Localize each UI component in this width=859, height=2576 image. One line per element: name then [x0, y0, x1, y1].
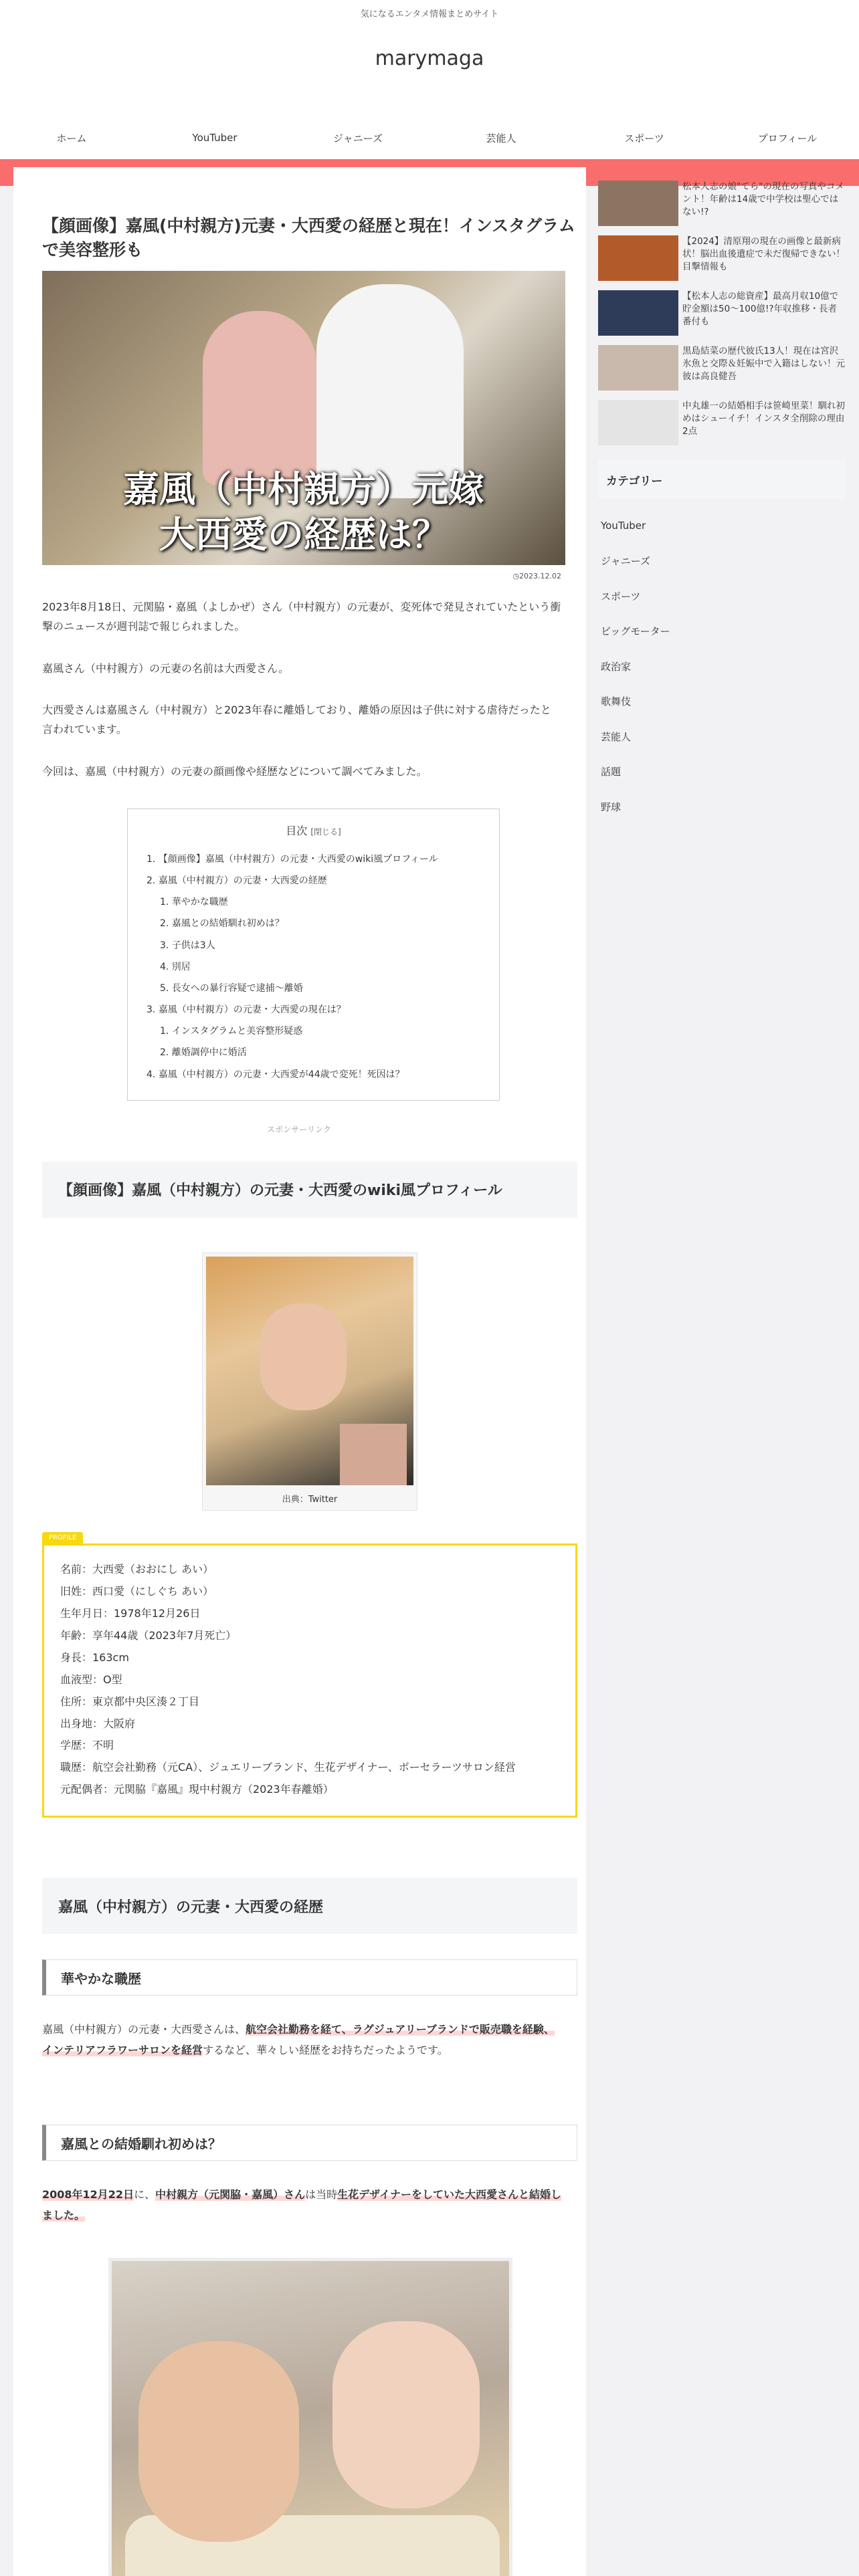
toc-item[interactable]: 4. 嘉風（中村親方）の元妻・大西愛が44歳で変死！死因は？: [147, 1069, 405, 1080]
marriage-text-2: は当時: [305, 2188, 338, 2202]
profile-line: 身長：163cm: [60, 1650, 129, 1664]
popular-post-title[interactable]: 松本人志の娘"てら"の現在の写真やコメント！年齢は14歳で中学校は聖心ではない!?: [682, 181, 844, 218]
profile-line: 住所：東京都中央区湊２丁目: [60, 1695, 200, 1708]
article-main: [13, 167, 586, 2576]
intro-paragraph: 今回は、嘉風（中村親方）の元妻の顔画像や経歴などについて調べてみました。: [42, 764, 427, 778]
category-link[interactable]: ビッグモーター: [601, 625, 670, 638]
marriage-text-1: に、: [134, 2188, 156, 2202]
category-link[interactable]: スポーツ: [601, 590, 641, 603]
popular-post-title[interactable]: 中丸雄一の結婚相手は笹崎里菜！馴れ初めはシューイチ！インスタ全削除の理由2点: [682, 401, 845, 437]
popular-post-item[interactable]: [598, 290, 846, 336]
article-title: 【顔画像】嘉風(中村親方)元妻・大西愛の経歴と現在！インスタグラムで美容整形も: [42, 216, 575, 259]
category-list: [598, 508, 846, 825]
post-date: [29, 572, 561, 580]
site-logo[interactable]: marymaga: [375, 47, 484, 70]
heading-profile: 【顔画像】嘉風（中村親方）の元妻・大西愛のwiki風プロフィール: [42, 1162, 577, 1218]
toc-item[interactable]: 4. 別居: [160, 961, 191, 972]
photo-caption: 出典：Twitter: [282, 1494, 338, 1505]
eyecatch-caption-line1: 嘉風（中村親方）元嫁: [123, 468, 484, 510]
profile-line: 血液型：O型: [60, 1673, 122, 1686]
main-nav: [0, 116, 859, 159]
category-link[interactable]: 野球: [601, 800, 622, 813]
nav-youtuber[interactable]: YouTuber: [192, 132, 237, 144]
marriage-text: [42, 2185, 561, 2226]
nav-celebrity[interactable]: 芸能人: [486, 132, 516, 144]
profile-photo-figure: [202, 1253, 417, 1511]
category-link[interactable]: 歌舞伎: [601, 695, 632, 708]
category-heading: カテゴリー: [598, 460, 846, 499]
popular-post-thumbnail[interactable]: [598, 290, 678, 336]
toc-item[interactable]: 1. インスタグラムと美容整形疑惑: [160, 1026, 303, 1037]
popular-post-thumbnail[interactable]: [598, 400, 678, 445]
intro-paragraph: 嘉風さん（中村親方）の元妻の名前は大西愛さん。: [42, 661, 289, 675]
popular-post-title[interactable]: 【松本人志の総資産】最高月収10億で貯金額は50〜100億!?年収推移・長者番付も: [682, 291, 839, 328]
eyecatch-caption-line2: 大西愛の経歴は？: [159, 513, 448, 556]
site-header: [0, 0, 859, 186]
heading-job-history: 華やかな職歴: [42, 1959, 577, 1996]
toc-list: [147, 849, 480, 1085]
toc-item[interactable]: 2. 嘉風（中村親方）の元妻・大西愛の経歴: [147, 875, 327, 886]
site-tagline: 気になるエンタメ情報まとめサイト: [360, 9, 499, 19]
category-link[interactable]: YouTuber: [601, 520, 646, 532]
nav-johnnys[interactable]: ジャニーズ: [333, 132, 383, 144]
profile-line: 生年月日：1978年12月26日: [60, 1606, 201, 1620]
popular-post-title[interactable]: 【2024】清原翔の現在の画像と最新病状！脳出血後遺症で未だ復帰できない！目撃情報も: [682, 236, 845, 273]
toc-title-text: 目次: [286, 824, 308, 837]
category-link[interactable]: 政治家: [601, 660, 632, 673]
job-text-post: するなど、華々しい経歴をお持ちだったようです。: [203, 2043, 448, 2056]
toc-item[interactable]: 2. 離婚調停中に婚活: [160, 1047, 247, 1059]
heading-marriage: 嘉風との結婚馴れ初めは？: [42, 2125, 577, 2161]
profile-content: [42, 1543, 577, 1818]
sponsor-label: スポンサーリンク: [267, 1124, 331, 1134]
profile-line: 名前：大西愛（おおにし あい）: [60, 1562, 214, 1576]
job-history-text: [42, 2020, 561, 2060]
toc-item[interactable]: 1. 華やかな職歴: [160, 897, 228, 908]
heading-career: 嘉風（中村親方）の元妻・大西愛の経歴: [42, 1878, 577, 1934]
profile-line: 学歴：不明: [60, 1739, 114, 1752]
popular-post-item[interactable]: [598, 235, 846, 281]
toc-item[interactable]: 2. 嘉風との結婚馴れ初めは？: [160, 918, 284, 930]
toc-title: [147, 823, 480, 838]
photo-face: [260, 1303, 347, 1410]
category-link[interactable]: 話題: [601, 766, 622, 778]
popular-post-item[interactable]: [598, 400, 846, 445]
photo-mosaic: [340, 1424, 407, 1485]
popular-post-thumbnail[interactable]: [598, 345, 678, 391]
profile-line: 元配偶者：元関脇『嘉風』現中村親方（2023年春離婚）: [60, 1783, 334, 1796]
eyecatch-figure-woman: [203, 311, 316, 485]
toc-toggle[interactable]: [閉じる]: [310, 827, 341, 837]
table-of-contents: [127, 809, 500, 1101]
popular-post-thumbnail[interactable]: [598, 235, 678, 281]
post-date-text: 2023.12.02: [519, 572, 561, 580]
category-link[interactable]: ジャニーズ: [601, 555, 650, 568]
wedding-photo: [108, 2258, 512, 2576]
category-link[interactable]: 芸能人: [601, 730, 632, 743]
popular-post-item[interactable]: [598, 181, 846, 226]
eyecatch-figure-wrestler: [316, 284, 464, 498]
job-text-pre: 嘉風（中村親方）の元妻・大西愛さんは、: [42, 2023, 246, 2036]
popular-post-thumbnail[interactable]: [598, 181, 678, 226]
popular-posts: [598, 181, 846, 445]
nav-profile[interactable]: プロフィール: [757, 132, 818, 144]
profile-line: 職歴：航空会社勤務（元CA）、ジュエリーブランド、生花デザイナー、ボーセラーツサロン経営: [60, 1761, 516, 1774]
sidebar: [598, 181, 846, 825]
toc-item[interactable]: 3. 子供は3人: [160, 940, 215, 951]
photo-bride: [332, 2321, 480, 2508]
intro-paragraph: 大西愛さんは嘉風さん（中村親方）と2023年春に離婚しており、離婚の原因は子供に対する虐待だったと言われています。: [42, 704, 551, 736]
eyecatch-caption: [42, 467, 565, 557]
popular-post-item[interactable]: [598, 345, 846, 391]
photo-groom: [138, 2341, 299, 2542]
marriage-detail-highlight: 生花デザイナーをしていた大西愛さんと結婚しました。: [42, 2188, 562, 2222]
profile-label: PROFILE: [42, 1532, 83, 1543]
profile-line: 出身地：大阪府: [60, 1717, 136, 1730]
profile-box: [42, 1529, 577, 1818]
profile-line: 旧姓：西口愛（にしぐち あい）: [60, 1584, 214, 1598]
marriage-date-highlight: 2008年12月22日: [42, 2188, 134, 2202]
profile-line: 年齢：享年44歳（2023年7月死亡）: [60, 1628, 237, 1642]
intro-paragraph: 2023年8月18日、元関脇・嘉風（よしかぜ）さん（中村親方）の元妻が、変死体で発見されていたという衝撃のニュースが週刊誌で報じられました。: [42, 601, 561, 633]
popular-post-title[interactable]: 黒島結菜の歴代彼氏13人！現在は宮沢氷魚と交際＆妊娠中で入籍はしない！元彼は高良健吾: [682, 346, 845, 383]
profile-photo: [206, 1257, 413, 1485]
nav-home[interactable]: ホーム: [56, 132, 87, 144]
nav-sports[interactable]: スポーツ: [624, 132, 664, 144]
clock-icon: ◷: [512, 572, 520, 580]
eyecatch-image: [42, 271, 565, 565]
toc-item[interactable]: 5. 長女への暴行容疑で逮捕〜離婚: [160, 982, 303, 994]
job-text-highlight: 航空会社勤務を経て、ラグジュアリーブランドで販売職を経験、インテリアフラワーサロンを経営: [42, 2023, 555, 2056]
toc-item[interactable]: 1. 【顔画像】嘉風（中村親方）の元妻・大西愛のwiki風プロフィール: [147, 853, 438, 865]
marriage-name-highlight: 中村親方（元関脇・嘉風）さん: [155, 2188, 306, 2202]
toc-item[interactable]: 3. 嘉風（中村親方）の元妻・大西愛の現在は？: [147, 1004, 346, 1016]
